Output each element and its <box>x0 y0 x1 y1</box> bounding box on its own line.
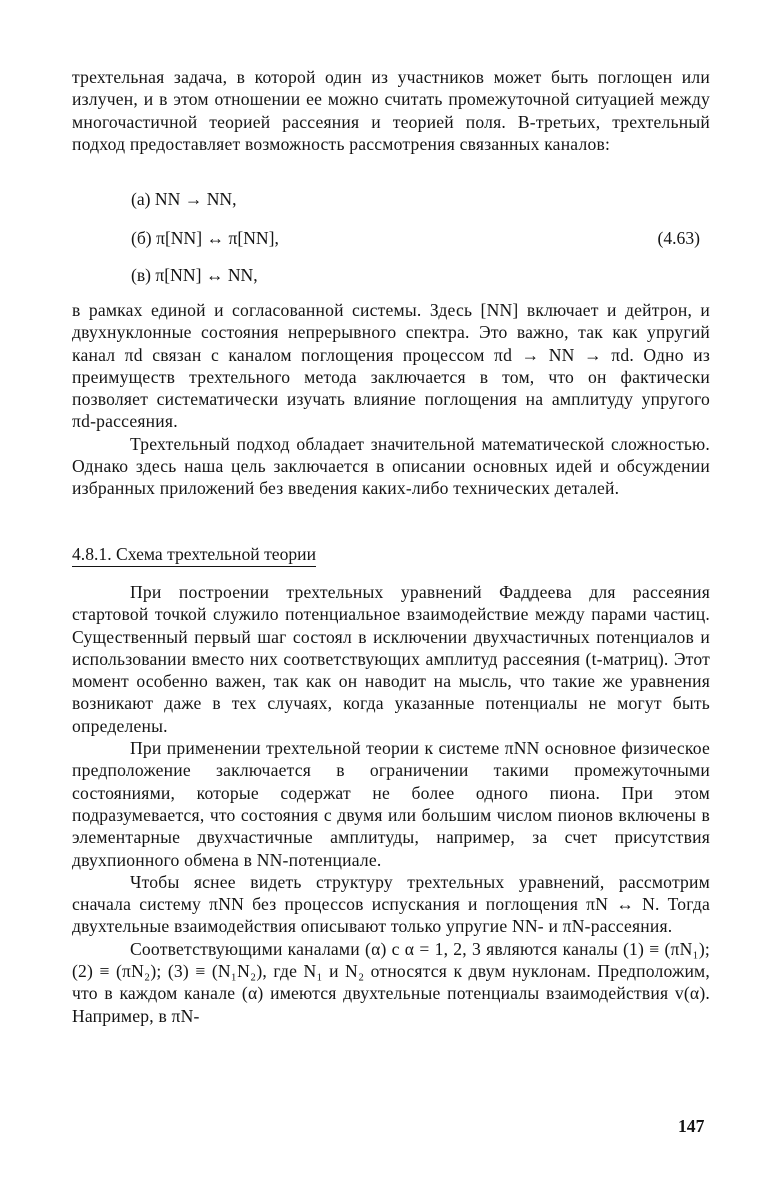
equation-number: (4.63) <box>657 228 700 248</box>
equation-b: (б) π[NN] ↔ π[NN], <box>131 228 279 248</box>
bottom-paragraphs-block <box>72 581 710 1027</box>
paragraph-structure: Чтобы яснее видеть структуру трехтельных уравнений, рассмотрим сначала систему πNN без процессов испускания и поглощения πN ↔ N. Тогда двухтельные взаимодействия описывают только упругие NN- и πN-рассеяния. <box>72 871 710 937</box>
equation-a-line <box>131 188 700 210</box>
intro-paragraph: трехтельная задача, в которой один из участников может быть поглощен или излучен, и в этом отношении ее можно считать промежуточной ситуацией между многочастичной теорией рассеяния и теорией поля. В-третьих, трехтельный подход предоставляет возможность рассмотрения связанных каналов: <box>72 67 710 154</box>
page-number: 147 <box>678 1116 705 1136</box>
equation-c: (в) π[NN] ↔ NN, <box>131 265 258 285</box>
section-heading: 4.8.1. Схема трехтельной теории <box>72 543 316 567</box>
equation-b-line <box>131 227 700 249</box>
top-paragraphs-block <box>72 299 710 500</box>
paragraph-complexity: Трехтельный подход обладает значительной математической сложностью. Однако здесь наша цель заключается в описании основных идей и обсуждении избранных приложений без введения каких-либо технических деталей. <box>72 433 710 499</box>
paragraph-faddeev: При построении трехтельных уравнений Фаддеева для рассеяния стартовой точкой служило потенциальное взаимодействие между парами частиц. Существенный первый шаг состоял в исключении двухчастичных потенциалов и использовании вместо них соответствующих амплитуд рассеяния (t-матриц). Этот момент особенно важен, так как он наводит на мысль, что такие же уравнения возникают даже в тех случаях, когда указанные потенциалы не могут быть определены. <box>72 582 710 736</box>
paragraph-channels-alpha: Соответствующими каналами (α) с α = 1, 2, 3 являются каналы (1) ≡ (πN₁); (2) ≡ (πN₂); (3) ≡ (N₁N₂), где N₁ и N₂ относятся к двум нуклонам. Предположим, что в каждом канале (α) имеются двухтельные потенциалы взаимодействия v(α). Например, в πN- <box>72 938 710 1026</box>
intro-paragraph-block <box>72 66 710 155</box>
paragraph-pinn: При применении трехтельной теории к системе πNN основное физическое предположение заключается в ограничении такими промежуточными состояниями, которые содержат не более одного пиона. При этом подразумевается, что состояния с двумя или большим числом пионов включены в элементарные двухчастичные амплитуды, например, за счет присутствия двухпионного обмена в NN-потенциале. <box>72 738 710 870</box>
equation-c-line <box>131 264 700 286</box>
paragraph-channels: в рамках единой и согласованной системы. Здесь [NN] включает и дейтрон, и двухнуклонные состояния непрерывного спектра. Это важно, так как упругий канал πd связан с каналом поглощения процессом πd → NN → πd. Одно из преимуществ трехтельного метода заключается в том, что он фактически позволяет систематически изучать влияние поглощения на амплитуду упругого πd-рассеяния. <box>72 300 710 432</box>
equation-a: (а) NN → NN, <box>131 189 237 209</box>
